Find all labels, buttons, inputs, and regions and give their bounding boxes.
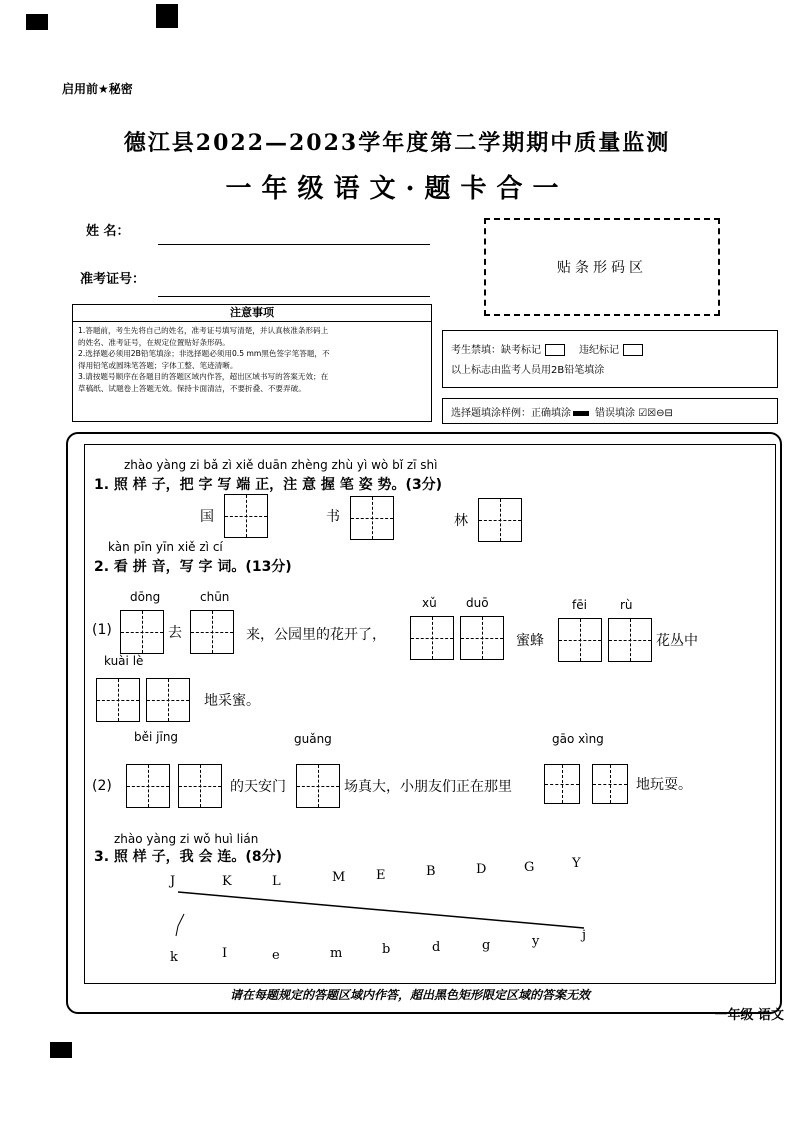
- q3-upper-letter: Y: [572, 856, 581, 871]
- q1-char-shu: 书: [326, 509, 340, 525]
- q3-label: 3. 照 样 子，我 会 连。(8分): [94, 849, 282, 865]
- q2-2-pinyin-gaoxing: gāo xìng: [552, 732, 604, 746]
- q2-2-text-wan: 地玩耍。: [636, 777, 692, 793]
- q2-1-pinyin-dong: dōng: [130, 590, 161, 604]
- missing-label: 缺考标记: [501, 345, 541, 356]
- q1-label: 1. 照 样 子，把 字 写 端 正，注 意 握 笔 姿 势。(3分): [94, 477, 443, 493]
- q2-1-text-qu: 去: [168, 625, 182, 641]
- wrong-fill-marks: ☑☒⊖⊟: [638, 408, 673, 419]
- id-label: 准考证号：: [80, 272, 146, 287]
- q3-lower-letter: b: [382, 942, 391, 957]
- notes-line: 2.选择题必须用2B铅笔填涂；非选择题必须用0.5 mm黑色签字笔答题，不: [78, 349, 330, 358]
- violation-label: 违纪标记: [579, 345, 619, 356]
- q3-upper-letter: L: [272, 874, 281, 889]
- q2-1-text-caimi: 地采蜜。: [204, 693, 260, 709]
- q3-upper-letter: K: [222, 874, 232, 889]
- status-note: 以上标志由监考人员用2B铅笔填涂: [451, 365, 605, 376]
- q2-2-text-tiananmen: 的天安门: [230, 779, 286, 795]
- notes-line: 1.答题前，考生先将自己的姓名，准考证号填写清楚，并认真核准条形码上: [78, 326, 329, 335]
- q3-upper-letter: D: [476, 862, 487, 877]
- notes-title: 注意事项: [73, 305, 431, 322]
- confidential-label: 启用前★秘密: [62, 82, 133, 96]
- q3-upper-letter: M: [332, 870, 346, 885]
- q2-label: 2. 看 拼 音，写 字 词。(13分): [94, 559, 292, 575]
- q2-1-pinyin-kuaile: kuài lè: [104, 654, 144, 668]
- status-label: 考生禁填：: [451, 345, 501, 356]
- notes-line: 草稿纸、试题卷上答题无效。保持卡面清洁，不要折叠、不要弄破。: [78, 383, 306, 393]
- q3-pinyin: zhào yàng zi wǒ huì lián: [114, 832, 259, 846]
- notes-line: 的姓名、准考证号，在规定位置贴好条形码。: [78, 337, 230, 347]
- name-label: 姓 名：: [86, 224, 130, 239]
- q3-upper-letter: J: [170, 874, 176, 889]
- q2-1-pinyin-duo: duō: [466, 596, 489, 610]
- exam-title: 德江县2022—2023学年度第二学期期中质量监测: [123, 130, 671, 156]
- q2-2-text-chang: 场真大，小朋友们正在那里: [344, 779, 512, 795]
- q1-pinyin: zhào yàng zi bǎ zì xiě duān zhèng zhù yì wò bǐ zī shì: [124, 458, 438, 472]
- q2-1-text-mifeng: 蜜蜂: [516, 633, 544, 649]
- q2-1-pinyin-ru: rù: [620, 598, 633, 612]
- q2-2-number: (2): [92, 778, 112, 794]
- q3-upper-letter: B: [426, 864, 436, 879]
- q3-lower-letter: j: [582, 928, 587, 943]
- q2-pinyin: kàn pīn yīn xiě zì cí: [108, 540, 223, 554]
- answer-area-notice: 请在每题规定的答题区域内作答，超出黑色矩形限定区域的答案无效: [229, 988, 590, 1002]
- wrong-fill-label: 错误填涂: [595, 408, 635, 419]
- q2-2-pinyin-guang: guǎng: [294, 732, 332, 746]
- barcode-label: 贴条形码区: [557, 260, 647, 276]
- q3-lower-letter: d: [432, 940, 441, 955]
- notes-line: 3.请按题号顺序在各题目的答题区域内作答，超出区域书写的答案无效；在: [78, 372, 329, 381]
- notes-line: 得用铅笔或圆珠笔答题；字体工整、笔迹清晰。: [78, 360, 238, 370]
- q3-upper-letter: E: [376, 868, 386, 883]
- q3-lower-letter: y: [532, 934, 540, 949]
- subject-label: 一年级 语文: [714, 1008, 784, 1023]
- q3-lower-letter: I: [222, 946, 228, 961]
- q3-lower-letter: e: [272, 948, 280, 963]
- q2-1-text-lai: 来，公园里的花开了，: [246, 627, 386, 643]
- q2-2-pinyin-beijing: běi jīng: [134, 730, 179, 744]
- q2-1-pinyin-xu: xǔ: [422, 596, 437, 610]
- q1-char-guo: 国: [200, 509, 214, 525]
- q3-lower-letter: k: [170, 950, 178, 965]
- q2-1-text-huacong: 花丛中: [656, 633, 698, 649]
- exam-subtitle: 一年级语文·题卡合一: [225, 174, 569, 204]
- q3-lower-letter: m: [330, 946, 343, 961]
- q2-1-number: (1): [92, 622, 112, 638]
- q2-1-pinyin-fei: fēi: [572, 598, 587, 612]
- fill-sample-label: 选择题填涂样例：: [451, 408, 531, 419]
- q2-1-pinyin-chun: chūn: [200, 590, 230, 604]
- q3-lower-letter: g: [482, 938, 491, 953]
- q3-upper-letter: G: [524, 860, 535, 875]
- q1-char-lin: 林: [454, 513, 468, 529]
- correct-fill-label: 正确填涂: [531, 408, 571, 419]
